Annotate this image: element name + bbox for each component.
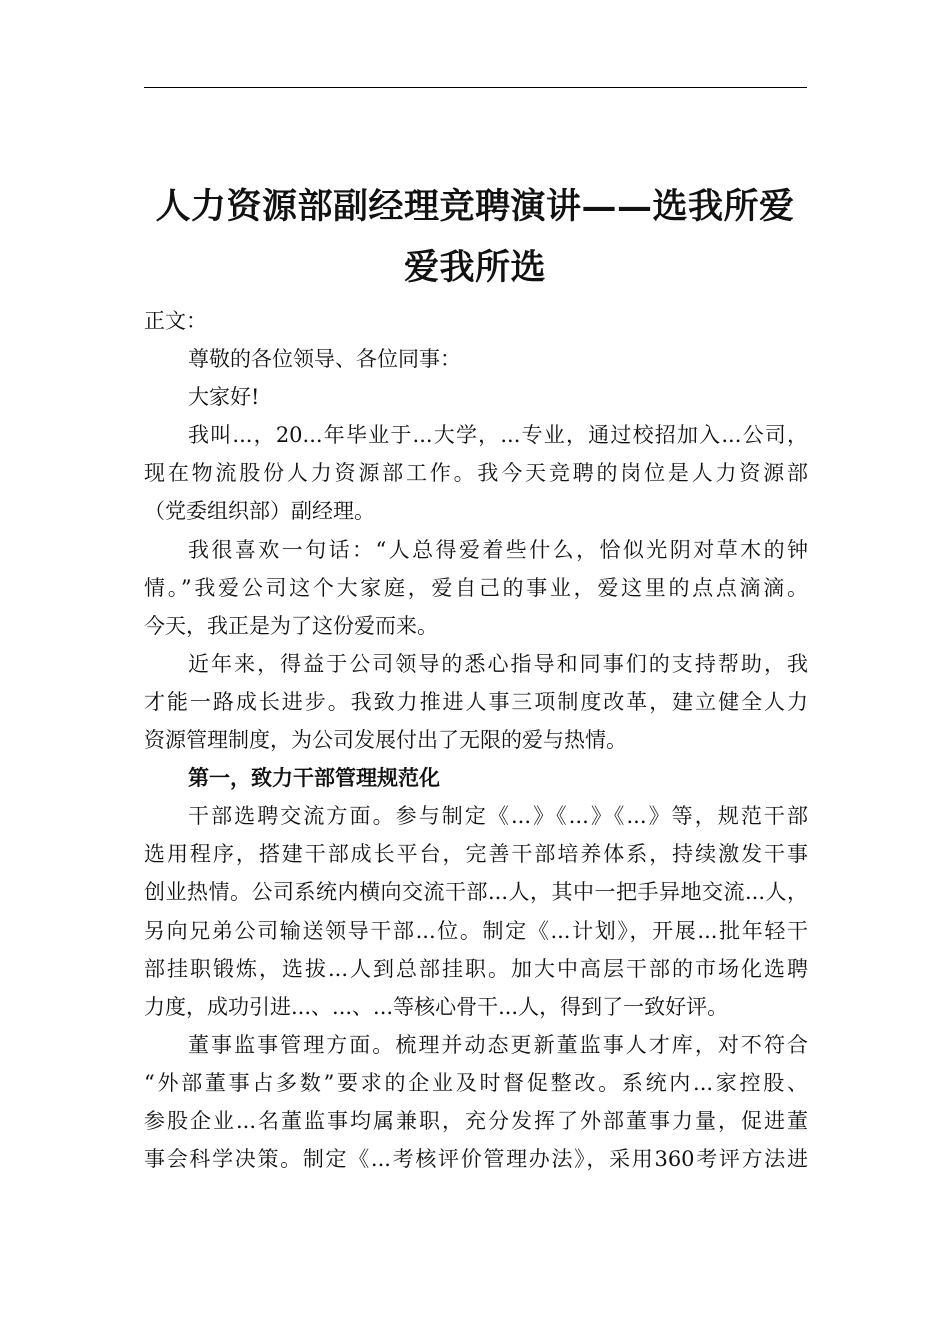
document-title-line-1: 人力资源部副经理竞聘演讲——选我所爱 <box>155 186 795 227</box>
paragraph-line: 部挂职锻炼，选拔...人到总部挂职。加大中高层干部的市场化选聘 <box>144 956 808 981</box>
paragraph-line: 今天，我正是为了这份爱而来。 <box>144 613 438 638</box>
paragraph-line: 事会科学决策。制定《...考核评价管理办法》，采用360考评方法进 <box>144 1147 808 1172</box>
paragraph-line: 选用程序，搭建干部成长平台，完善干部培养体系，持续激发干事 <box>144 842 808 867</box>
paragraph-line: 近年来，得益于公司领导的悉心指导和同事们的支持帮助，我 <box>188 651 808 676</box>
paragraph-line: 干部选聘交流方面。参与制定《...》《...》《...》等，规范干部 <box>188 804 808 829</box>
header-rule <box>144 87 807 88</box>
paragraph-line: 参股企业...名董监事均属兼职，充分发挥了外部董事力量，促进董 <box>144 1108 808 1133</box>
document-body <box>144 302 808 1178</box>
paragraph-line: 才能一路成长进步。我致力推进人事三项制度改革，建立健全人力 <box>144 689 808 714</box>
paragraph-line: 董事监事管理方面。梳理并动态更新董监事人才库，对不符合 <box>188 1032 808 1057</box>
paragraph-line: 我很喜欢一句话：“人总得爱着些什么，恰似光阴对草木的钟 <box>188 537 808 562</box>
salutation: 尊敬的各位领导、各位同事： <box>188 347 461 372</box>
body-label: 正文： <box>144 309 207 333</box>
paragraph-line: 力度，成功引进...、...、...等核心骨干...人，得到了一致好评。 <box>144 994 729 1019</box>
paragraph-line: 创业热情。公司系统内横向交流干部...人，其中一把手异地交流...人， <box>144 880 808 905</box>
paragraph-line: 我叫...，20...年毕业于...大学，...专业，通过校招加入...公司， <box>188 423 808 448</box>
paragraph-line: 情。”我爱公司这个大家庭，爱自己的事业，爱这里的点点滴滴。 <box>144 575 808 600</box>
paragraph-line: 另向兄弟公司输送领导干部...位。制定《...计划》，开展...批年轻干 <box>144 918 808 943</box>
document-title-line-2: 爱我所选 <box>403 247 546 288</box>
paragraph-line: 资源管理制度，为公司发展付出了无限的爱与热情。 <box>144 728 627 753</box>
section-heading: 第一，致力干部管理规范化 <box>188 765 440 791</box>
greeting: 大家好! <box>188 385 260 410</box>
paragraph-line: 现在物流股份人力资源部工作。我今天竞聘的岗位是人力资源部 <box>144 461 808 486</box>
paragraph-line: （党委组织部）副经理。 <box>144 499 375 524</box>
paragraph-line: “外部董事占多数”要求的企业及时督促整改。系统内...家控股、 <box>144 1070 808 1095</box>
